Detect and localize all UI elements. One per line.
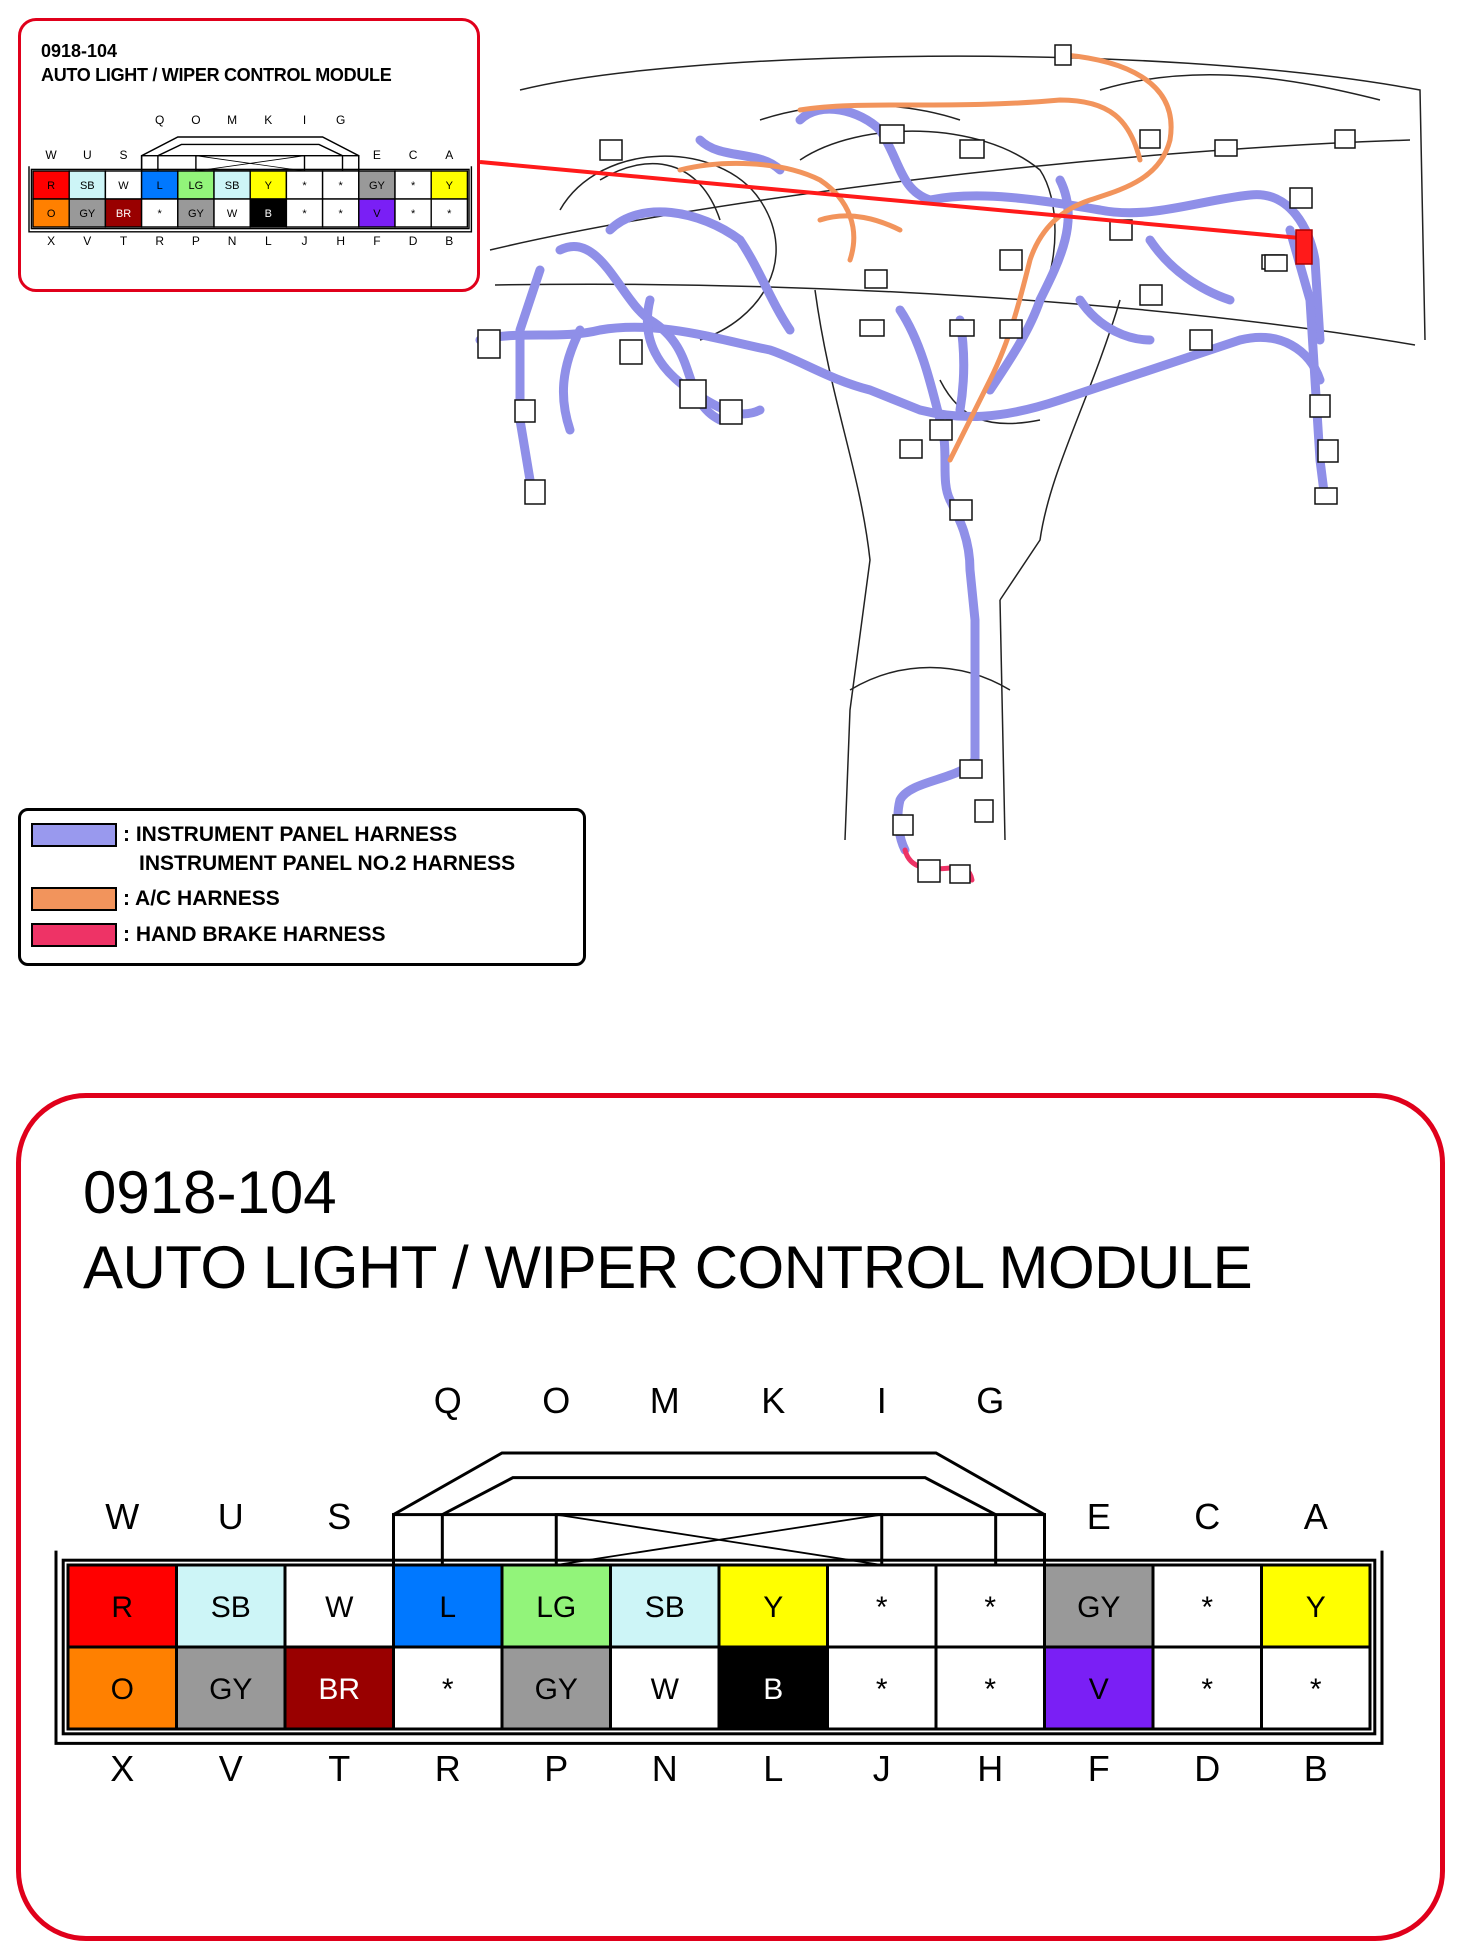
harness-legend	[18, 808, 586, 966]
pin-label-o: O	[542, 1380, 571, 1421]
inset-connector-latch-outer	[142, 137, 359, 171]
pin-wire-c: *	[1201, 1590, 1214, 1624]
pin-wire-l: B	[763, 1672, 784, 1706]
pin-wire-p: GY	[534, 1672, 578, 1706]
inset-pin-label-f: F	[373, 234, 381, 248]
inset-pin-wire-k: Y	[264, 179, 272, 192]
inset-pin-wire-f: V	[373, 207, 381, 220]
pin-wire-h: *	[984, 1672, 997, 1706]
inset-pin-label-u: U	[82, 148, 92, 162]
inset-pin-label-m: M	[227, 113, 238, 127]
inset-pin-wire-g: *	[338, 179, 343, 192]
pin-wire-k: Y	[763, 1590, 784, 1624]
pin-label-c: C	[1194, 1496, 1221, 1537]
pin-wire-v: GY	[209, 1672, 253, 1706]
inset-pin-label-t: T	[119, 234, 128, 248]
inset-pin-wire-u: SB	[79, 179, 95, 192]
pin-label-r: R	[434, 1748, 461, 1789]
inset-pin-wire-d: *	[410, 207, 416, 220]
pin-wire-x: O	[110, 1672, 134, 1706]
connector-detail-panel	[16, 1093, 1445, 1941]
inset-pin-label-k: K	[264, 113, 273, 127]
pin-label-v: V	[218, 1748, 243, 1789]
pin-label-e: E	[1086, 1496, 1111, 1537]
inset-pin-label-h: H	[336, 234, 346, 248]
inset-pin-label-n: N	[227, 234, 237, 248]
inset-pin-label-d: D	[408, 234, 418, 248]
legend-swatch-ac	[31, 887, 117, 911]
inset-connector-latch-inner	[158, 144, 343, 171]
inset-pin-wire-e: GY	[368, 179, 385, 192]
legend-label-instrument-panel: : INSTRUMENT PANEL HARNESS	[123, 823, 458, 846]
inset-pin-label-i: I	[302, 113, 307, 127]
pin-wire-m: SB	[644, 1590, 685, 1624]
pin-label-x: X	[110, 1748, 135, 1789]
inset-pin-wire-n: W	[226, 207, 238, 220]
pin-label-m: M	[649, 1380, 680, 1421]
pin-wire-u: SB	[210, 1590, 251, 1624]
inset-pin-wire-i: *	[302, 179, 307, 192]
connector-latch-outer	[394, 1453, 1045, 1565]
inset-pin-label-a: A	[445, 148, 454, 162]
pin-label-n: N	[651, 1748, 678, 1789]
pin-wire-j: *	[875, 1672, 888, 1706]
pin-label-f: F	[1087, 1748, 1110, 1789]
legend-swatch-hand-brake	[31, 923, 117, 947]
inset-pin-wire-t: BR	[115, 207, 132, 220]
inset-pin-wire-x: O	[46, 207, 56, 220]
pin-wire-s: W	[325, 1590, 354, 1624]
pin-wire-o: LG	[536, 1590, 577, 1624]
inset-pin-wire-h: *	[338, 207, 343, 220]
inset-pin-wire-o: LG	[188, 179, 204, 192]
legend-label-ac: : A/C HARNESS	[123, 887, 280, 910]
pin-label-l: L	[763, 1748, 784, 1789]
pin-label-g: G	[976, 1380, 1005, 1421]
legend-label-instrument-panel-no2: INSTRUMENT PANEL NO.2 HARNESS	[139, 852, 516, 875]
inset-pin-label-l: L	[264, 234, 272, 248]
inset-connector-svg	[21, 21, 477, 289]
inset-pin-wire-r: *	[157, 207, 162, 220]
inset-pin-wire-m: SB	[224, 179, 240, 192]
pin-label-t: T	[328, 1748, 351, 1789]
pin-wire-i: *	[875, 1590, 888, 1624]
pin-label-i: I	[876, 1380, 887, 1421]
inset-pin-label-j: J	[301, 234, 308, 248]
inset-pin-wire-s: W	[118, 179, 129, 192]
inset-pin-wire-l: B	[264, 207, 272, 220]
legend-item-hand-brake	[31, 921, 386, 949]
inset-module-title: AUTO LIGHT / WIPER CONTROL MODULE	[41, 65, 392, 85]
inset-pin-label-o: O	[191, 113, 201, 127]
inset-pin-wire-q: L	[156, 179, 163, 192]
pin-label-b: B	[1303, 1748, 1328, 1789]
inset-connector-panel	[18, 18, 480, 292]
pin-label-j: J	[872, 1748, 891, 1789]
connector-face-svg	[21, 1098, 1440, 1936]
legend-item-ac	[31, 885, 280, 913]
pin-wire-t: BR	[318, 1672, 361, 1706]
inset-pin-label-q: Q	[155, 113, 165, 127]
inset-pin-label-c: C	[408, 148, 418, 162]
pin-label-d: D	[1194, 1748, 1221, 1789]
pin-wire-g: *	[984, 1590, 997, 1624]
inset-pin-wire-v: GY	[79, 207, 96, 220]
pin-wire-b: *	[1309, 1672, 1322, 1706]
legend-item-instrument-panel-no2	[139, 850, 515, 878]
connector-latch-inner	[442, 1478, 995, 1565]
pin-label-u: U	[217, 1496, 244, 1537]
pin-label-k: K	[761, 1380, 786, 1421]
inset-pin-wire-a: Y	[445, 179, 453, 192]
pin-label-h: H	[977, 1748, 1004, 1789]
pin-wire-a: Y	[1305, 1590, 1326, 1624]
module-code: 0918-104	[83, 1159, 337, 1226]
legend-label-hand-brake: : HAND BRAKE HARNESS	[123, 923, 386, 946]
inset-pin-label-x: X	[47, 234, 56, 248]
inset-pin-label-e: E	[372, 148, 381, 162]
inset-pin-label-b: B	[445, 234, 454, 248]
inset-pin-label-p: P	[191, 234, 200, 248]
pin-wire-w: R	[111, 1590, 134, 1624]
module-title: AUTO LIGHT / WIPER CONTROL MODULE	[83, 1234, 1253, 1301]
pin-label-q: Q	[433, 1380, 462, 1421]
inset-pin-wire-p: GY	[187, 207, 204, 220]
inset-pin-label-w: W	[45, 148, 57, 162]
inset-pin-label-v: V	[83, 234, 92, 248]
inset-pin-wire-b: *	[447, 207, 452, 220]
inset-pin-label-r: R	[155, 234, 165, 248]
legend-item-instrument-panel	[31, 821, 457, 849]
pin-wire-q: L	[439, 1590, 457, 1624]
pin-wire-r: *	[441, 1672, 454, 1706]
pin-label-p: P	[544, 1748, 569, 1789]
pin-label-s: S	[327, 1496, 352, 1537]
inset-pin-wire-c: *	[410, 179, 416, 192]
module-location-marker	[1296, 230, 1312, 264]
instrument-panel-harness-wires	[480, 109, 1325, 850]
pin-wire-e: GY	[1077, 1590, 1121, 1624]
pin-label-w: W	[105, 1496, 140, 1537]
pin-wire-f: V	[1088, 1672, 1109, 1706]
inset-pin-label-g: G	[336, 113, 346, 127]
pin-label-a: A	[1303, 1496, 1328, 1537]
inset-module-code: 0918-104	[41, 41, 118, 61]
inset-pin-wire-j: *	[302, 207, 307, 220]
pin-wire-n: W	[650, 1672, 679, 1706]
legend-swatch-instrument-panel	[31, 823, 117, 847]
harness-connectors	[478, 45, 1355, 883]
inset-pin-label-s: S	[119, 148, 128, 162]
inset-pin-wire-w: R	[47, 179, 56, 192]
pin-wire-d: *	[1201, 1672, 1214, 1706]
